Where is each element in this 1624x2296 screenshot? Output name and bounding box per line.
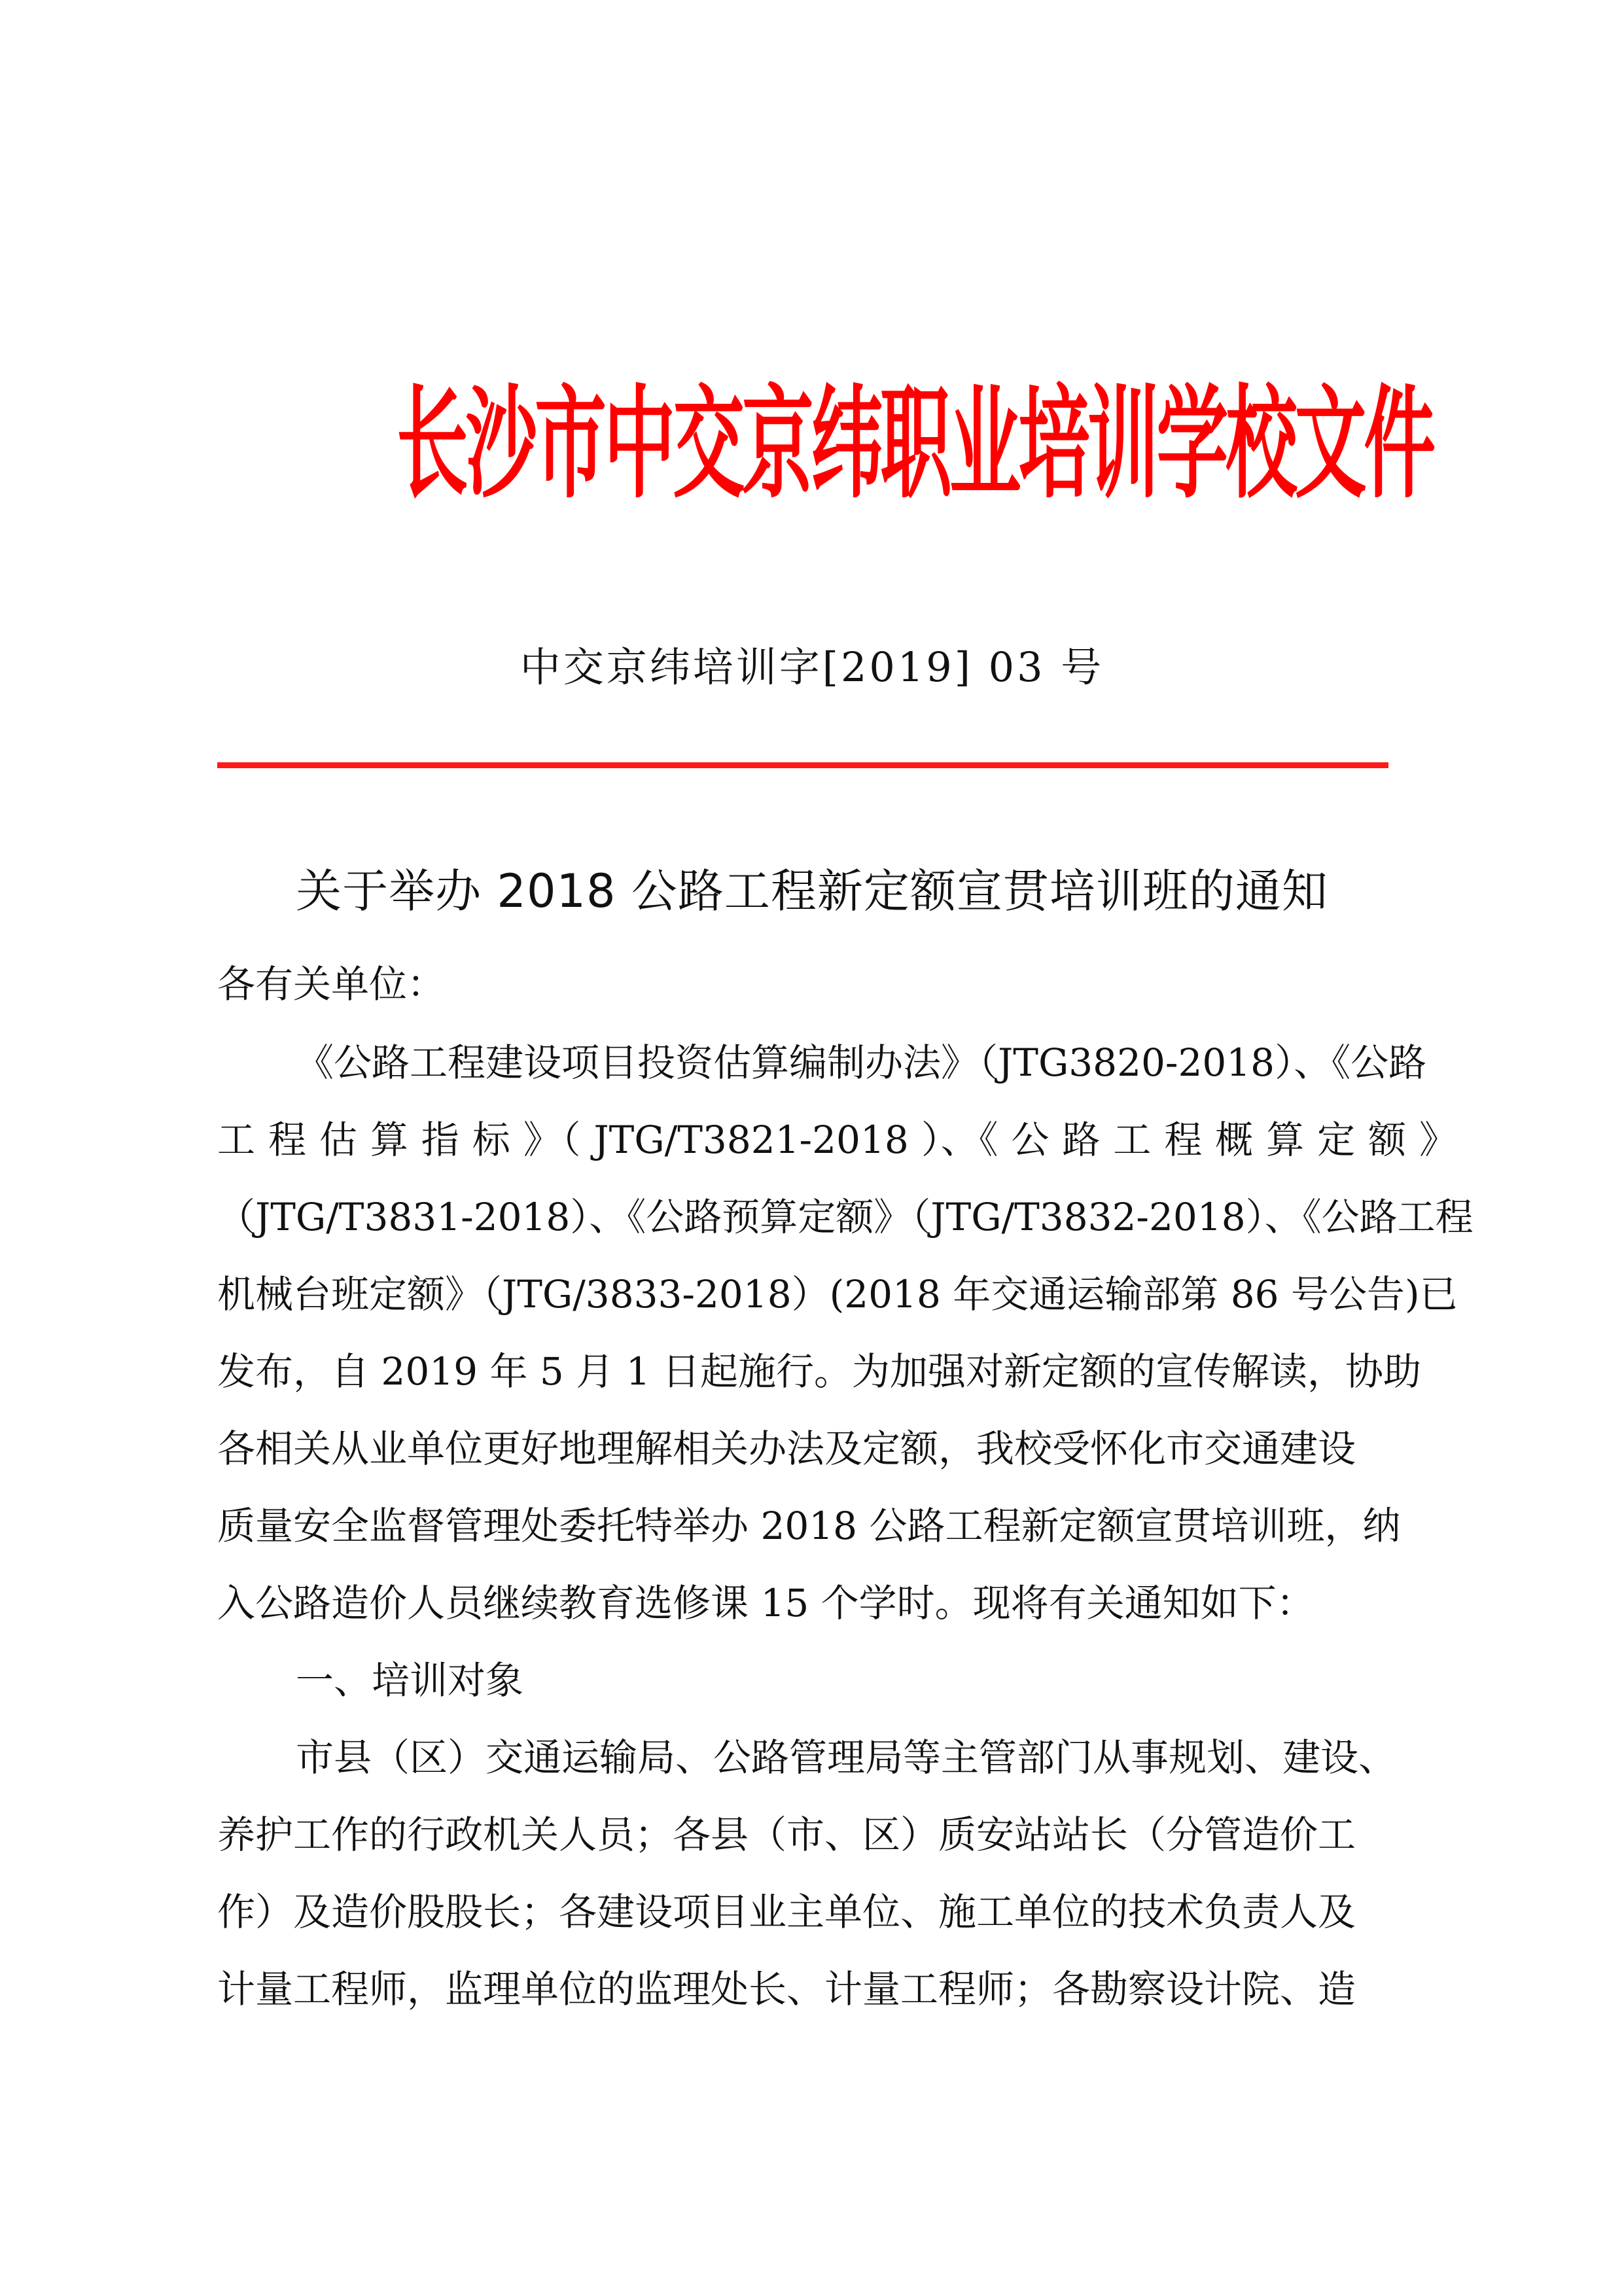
paragraph-1-line: 质量安全监督管理处委托特举办 2018 公路工程新定额宣贯培训班，纳	[217, 1504, 1401, 1548]
paragraph-1-line: 入公路造价人员继续教育选修课 15 个学时。现将有关通知如下：	[217, 1581, 1315, 1625]
paragraph-2-line: 养护工作的行政机关人员；各县（市、区）质安站站长（分管造价工	[217, 1812, 1356, 1857]
section-heading: 一、培训对象	[296, 1658, 524, 1703]
document-number: 中交京纬培训字[2019] 03 号	[520, 643, 1104, 691]
paragraph-1-line: （JTG/T3831-2018）、《公路预算定额》（JTG/T3832-2018）、《公路工程	[217, 1195, 1474, 1239]
paragraph-2-line: 市县（区）交通运输局、公路管理局等主管部门从事规划、建设、	[296, 1735, 1397, 1780]
issuer-red-header: 长沙市中交京纬职业培训学校文件	[397, 374, 1433, 516]
notice-title: 关于举办 2018 公路工程新定额宣贯培训班的通知	[296, 864, 1328, 918]
paragraph-2-line: 计量工程师，监理单位的监理处长、计量工程师；各勘察设计院、造	[217, 1967, 1356, 2011]
salutation: 各有关单位：	[217, 962, 446, 1006]
red-separator-rule	[217, 762, 1388, 768]
paragraph-1-line: 工 程 估 算 指 标 》（ JTG/T3821-2018 ）、《 公 路 工 程 概 算 定 额 》	[217, 1118, 1457, 1162]
paragraph-1-line: 《公路工程建设项目投资估算编制办法》（JTG3820-2018）、《公路	[296, 1040, 1427, 1085]
paragraph-1-line: 发布，自 2019 年 5 月 1 日起施行。为加强对新定额的宣传解读，协助	[217, 1349, 1422, 1394]
paragraph-1-line: 各相关从业单位更好地理解相关办法及定额，我校受怀化市交通建设	[217, 1426, 1356, 1471]
paragraph-1-line: 机械台班定额》（JTG/3833-2018）(2018 年交通运输部第 86 号公告)已	[217, 1272, 1458, 1316]
paragraph-2-line: 作）及造价股股长；各建设项目业主单位、施工单位的技术负责人及	[217, 1890, 1356, 1934]
